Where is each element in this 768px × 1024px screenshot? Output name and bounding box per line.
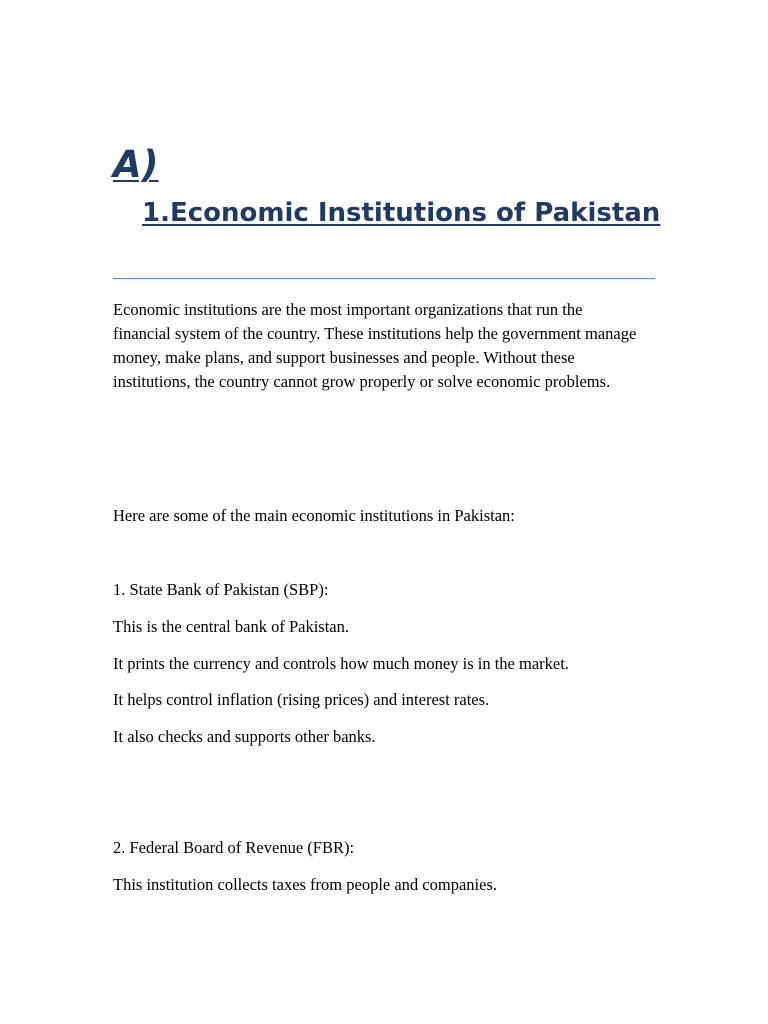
section-line: This institution collects taxes from people and companies. xyxy=(113,875,497,894)
list-intro: Here are some of the main economic institutions in Pakistan: xyxy=(113,506,515,525)
section-heading-letter: A) xyxy=(113,143,159,186)
document-title: 1.Economic Institutions of Pakistan xyxy=(142,198,661,228)
section-title-sbp: 1. State Bank of Pakistan (SBP): xyxy=(113,580,329,599)
intro-paragraph: Economic institutions are the most important organizations that run the financial system of the country. These institutions help the government manage money, make plans, and support businesses and people. Without these institutions, the country cannot grow properly or solve economic problems. xyxy=(113,300,637,391)
section-line: It also checks and supports other banks. xyxy=(113,727,376,746)
horizontal-divider xyxy=(113,278,655,279)
section-line: This is the central bank of Pakistan. xyxy=(113,617,349,636)
section-line: It helps control inflation (rising prices) and interest rates. xyxy=(113,690,490,709)
section-line: It prints the currency and controls how much money is in the market. xyxy=(113,654,569,673)
section-title-fbr: 2. Federal Board of Revenue (FBR): xyxy=(113,838,355,857)
